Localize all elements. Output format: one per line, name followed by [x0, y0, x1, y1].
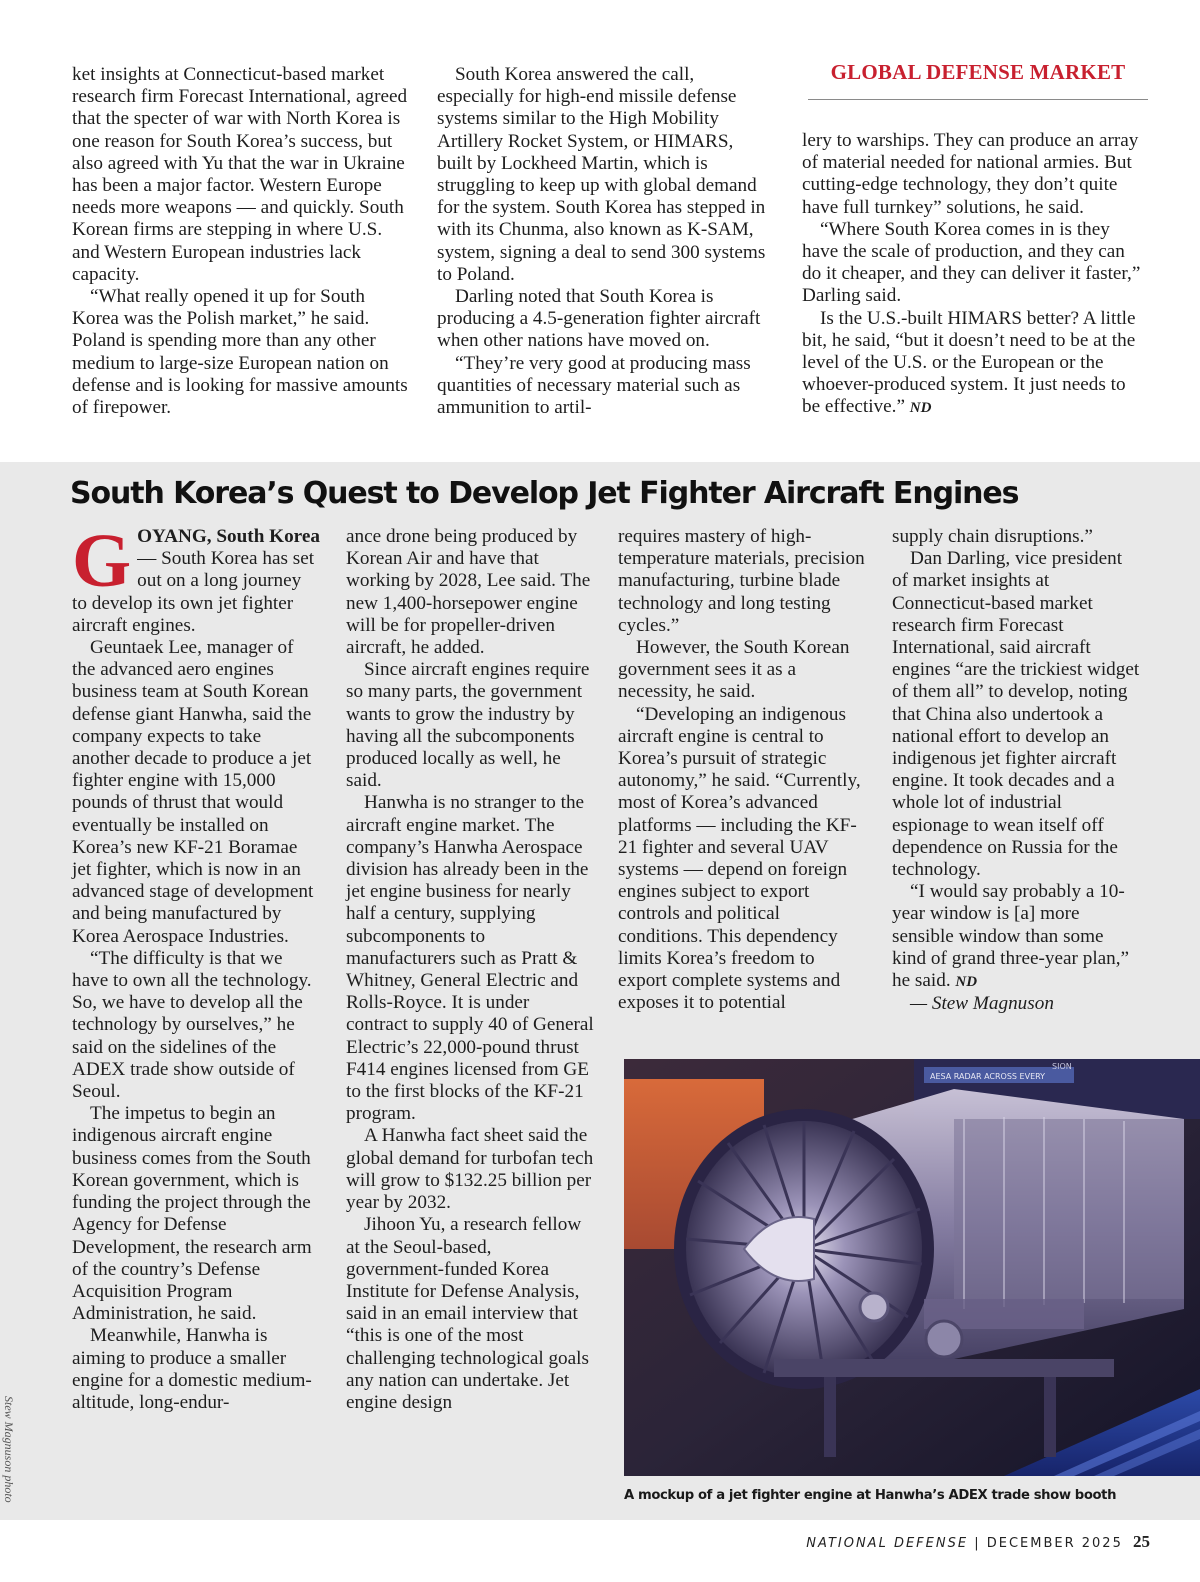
sidebar-column-3	[618, 526, 866, 1014]
paragraph: “They’re very good at producing mass quantities of necessary material such as ammunition to artil-	[437, 352, 751, 419]
paragraph: South Korea answered the call, especially for high-end missile defense systems similar to the High Mobility Artillery Rocket System, or HIMARS, built by Lockheed Martin, which is struggling to keep up with global demand for the system. South Korea has stepped in with its Chunma, also known as K-SAM, system, signing a deal to send 300 systems to Poland.	[437, 64, 766, 285]
paragraph: ance drone being produced by Korean Air and have that working by 2028, Lee said. The new 1,400-horsepower engine will be for propeller-driven aircraft, he added.	[346, 526, 591, 659]
engine-photo	[624, 1059, 1200, 1476]
paragraph: lery to warships. They can produce an array of material needed for national armies. But cutting-edge technology, they don’t quite have full turnkey” solutions, he said.	[802, 130, 1139, 218]
section-divider	[808, 99, 1148, 100]
top-article-column-2	[437, 64, 773, 419]
paragraph-text: “I would say probably a 10-year window is [a] more sensible window than some kind of grand three-year plan,” he said.	[892, 881, 1130, 992]
photo-credit: Stew Magnuson photo	[2, 1396, 16, 1503]
banner-text: AESA RADAR ACROSS EVERY	[930, 1072, 1046, 1081]
paragraph: A Hanwha fact sheet said the global demand for turbofan tech will grow to $132.25 billion per year by 2032.	[346, 1125, 594, 1214]
page-folio	[806, 1532, 1150, 1552]
paragraph	[892, 881, 1140, 993]
paragraph: “Developing an indigenous aircraft engine is central to Korea’s pursuit of strategic autonomy,” he said. “Currently, most of Korea’s advanced platforms — including the KF-21 fighter and several UAV systems — depend on foreign engines subject to export controls and political conditions. This dependency limits Korea’s freedom to export complete systems and exposes it to potential	[618, 703, 861, 1014]
paragraph: ket insights at Connecticut-based market research firm Forecast International, agreed that the specter of war with North Korea is one reason for South Korea’s success, but also agreed with Yu that the war in Ukraine has been a major factor. Western Europe needs more weapons — and quickly. South Korean firms are stepping in where U.S. and Western European industries lack capacity.	[72, 64, 408, 285]
section-label: GLOBAL DEFENSE MARKET	[830, 60, 1126, 84]
paragraph: Meanwhile, Hanwha is aiming to produce a smaller engine for a domestic medium-altitude, long-endur-	[72, 1325, 312, 1413]
byline: — Stew Magnuson	[910, 993, 1054, 1015]
paragraph: Geuntaek Lee, manager of the advanced aero engines business team at South Korean defense giant Hanwha, said the company expects to take another decade to produce a jet fighter engine with 15,000 pounds of thrust that would eventually be installed on Korea’s new KF-21 Boramae jet fighter, which is now in an advanced stage of development and being manufactured by Korea Aerospace Industries.	[72, 637, 314, 947]
end-mark: ND	[909, 400, 932, 417]
photo-caption: A mockup of a jet fighter engine at Hanwha’s ADEX trade show booth	[624, 1488, 1117, 1503]
lead-paragraph	[72, 519, 320, 637]
paragraph: Jihoon Yu, a research fellow at the Seoul-based, government-funded Korea Institute for Defense Analysis, said in an email interview that “this is one of the most challenging technological goals any nation can undertake. Jet engine design	[346, 1214, 589, 1413]
lead-text: — South Korea has set out on a long journey to develop its own jet fighter aircraft engines.	[72, 548, 315, 636]
sidebar-column-2	[346, 526, 594, 1414]
top-article-column-3	[802, 130, 1146, 420]
sidebar-headline: South Korea’s Quest to Develop Jet Fighter Aircraft Engines	[70, 476, 1019, 511]
paragraph: Hanwha is no stranger to the aircraft engine market. The company’s Hanwha Aerospace division has already been in the jet engine business for nearly half a century, supplying subcomponents to manufacturers such as Pratt & Whitney, General Electric and Rolls-Royce. It is under contract to supply 40 of General Electric’s 22,000-pound thrust F414 engines licensed from GE to the first blocks of the KF-21 program.	[346, 792, 594, 1125]
banner-text-2: SION	[1052, 1062, 1072, 1071]
jet-engine-illustration	[624, 1059, 1200, 1476]
paragraph: “The difficulty is that we have to own all the technology. So, we have to develop all the technology by ourselves,” he said on the sidelines of the ADEX trade show outside of Seoul.	[72, 947, 312, 1103]
paragraph: Darling noted that South Korea is producing a 4.5-generation fighter aircraft when other nations have moved on.	[437, 286, 761, 352]
paragraph: “Where South Korea comes in is they have the scale of production, and they can do it cheaper, and they can deliver it faster,” Darling said.	[802, 218, 1141, 307]
magazine-name: NATIONAL DEFENSE	[806, 1536, 969, 1551]
page-number: 25	[1133, 1532, 1150, 1551]
paragraph: The impetus to begin an indigenous aircraft engine business comes from the South Korean government, which is funding the project through the Agency for Defense Development, the research arm of the country’s Defense Acquisition Program Administration, he said.	[72, 1103, 312, 1325]
paragraph: supply chain disruptions.”	[892, 526, 1093, 547]
top-article-column-1	[72, 64, 412, 419]
paragraph-text: Is the U.S.-built HIMARS better? A little bit, he said, “but it doesn’t need to be at the level of the U.S. or the European or the whoever-produced system. It just needs to be effective.”	[802, 307, 1136, 418]
sidebar-column-1	[72, 519, 320, 1414]
end-mark: ND	[955, 974, 978, 991]
paragraph: Dan Darling, vice president of market insights at Connecticut-based market research firm Forecast International, said aircraft engines “are the trickiest widget of them all” to develop, noting that China also undertook a national effort to develop an indigenous jet fighter aircraft engine. It took decades and a whole lot of industrial espionage to wean itself off dependence on Russia for the technology.	[892, 548, 1140, 881]
paragraph: Since aircraft engines require so many parts, the government wants to grow the industry by having all the subcomponents produced locally as well, he said.	[346, 659, 590, 792]
paragraph: “What really opened it up for South Korea was the Polish market,” he said. Poland is spending more than any other medium to large-size European nation on defense and is looking for massive amounts of firepower.	[72, 286, 408, 419]
drop-cap: G	[72, 519, 132, 603]
folio-separator: |	[974, 1536, 981, 1551]
issue-date: DECEMBER 2025	[986, 1536, 1123, 1551]
paragraph: requires mastery of high-temperature materials, precision manufacturing, turbine blade technology and long testing cycles.”	[618, 526, 865, 636]
sidebar-column-4	[892, 526, 1140, 1015]
paragraph	[802, 308, 1146, 420]
paragraph: However, the South Korean government sees it as a necessity, he said.	[618, 637, 850, 703]
dateline: OYANG, South Korea	[137, 526, 320, 547]
